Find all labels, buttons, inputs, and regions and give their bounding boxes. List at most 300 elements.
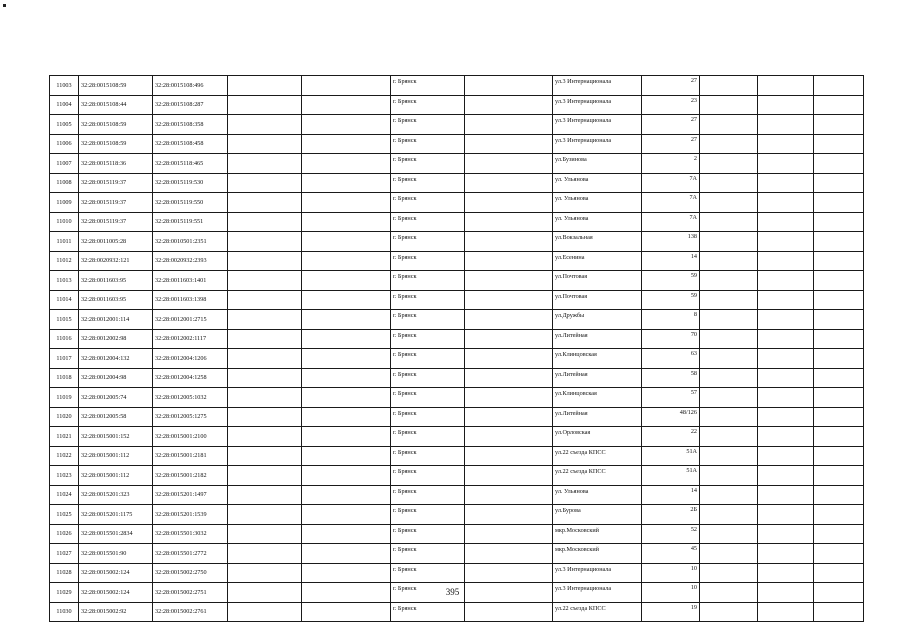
empty-cell bbox=[228, 290, 302, 310]
land-cadastral-cell: 32:28:0020932:121 bbox=[79, 251, 153, 271]
empty-cell bbox=[700, 251, 758, 271]
street-cell: ул.Дружбы bbox=[553, 310, 642, 330]
empty-cell bbox=[700, 271, 758, 291]
empty-cell bbox=[465, 563, 553, 583]
table-row bbox=[50, 505, 864, 525]
empty-cell bbox=[302, 485, 391, 505]
empty-cell bbox=[302, 446, 391, 466]
empty-cell bbox=[228, 349, 302, 369]
empty-cell bbox=[228, 427, 302, 447]
city-cell: г. Брянск bbox=[391, 407, 465, 427]
row-number-cell: 11022 bbox=[50, 446, 79, 466]
land-cadastral-cell: 32:28:0012004:132 bbox=[79, 349, 153, 369]
empty-cell bbox=[814, 485, 864, 505]
empty-cell bbox=[700, 134, 758, 154]
building-cadastral-cell: 32:28:0010501:2351 bbox=[153, 232, 228, 252]
empty-cell bbox=[814, 232, 864, 252]
row-number-cell: 11024 bbox=[50, 485, 79, 505]
row-number-cell: 11028 bbox=[50, 563, 79, 583]
empty-cell bbox=[228, 232, 302, 252]
land-cadastral-cell: 32:28:0012004:98 bbox=[79, 368, 153, 388]
empty-cell bbox=[758, 115, 814, 135]
empty-cell bbox=[814, 212, 864, 232]
empty-cell bbox=[302, 173, 391, 193]
house-number-cell: 2Б bbox=[642, 505, 700, 525]
empty-cell bbox=[228, 173, 302, 193]
house-number-cell: 2 bbox=[642, 154, 700, 174]
empty-cell bbox=[465, 602, 553, 622]
empty-cell bbox=[758, 368, 814, 388]
empty-cell bbox=[758, 349, 814, 369]
house-number-cell: 27 bbox=[642, 115, 700, 135]
empty-cell bbox=[814, 271, 864, 291]
empty-cell bbox=[302, 193, 391, 213]
building-cadastral-cell: 32:28:0015108:287 bbox=[153, 95, 228, 115]
land-cadastral-cell: 32:28:0015119:37 bbox=[79, 193, 153, 213]
empty-cell bbox=[465, 310, 553, 330]
empty-cell bbox=[814, 349, 864, 369]
empty-cell bbox=[814, 173, 864, 193]
land-cadastral-cell: 32:28:0015501:90 bbox=[79, 544, 153, 564]
empty-cell bbox=[465, 251, 553, 271]
city-cell: г. Брянск bbox=[391, 446, 465, 466]
empty-cell bbox=[465, 115, 553, 135]
empty-cell bbox=[302, 115, 391, 135]
empty-cell bbox=[814, 193, 864, 213]
empty-cell bbox=[700, 407, 758, 427]
table-row bbox=[50, 134, 864, 154]
empty-cell bbox=[465, 154, 553, 174]
empty-cell bbox=[228, 524, 302, 544]
empty-cell bbox=[228, 602, 302, 622]
row-number-cell: 11020 bbox=[50, 407, 79, 427]
city-cell: г. Брянск bbox=[391, 193, 465, 213]
empty-cell bbox=[758, 76, 814, 96]
empty-cell bbox=[758, 505, 814, 525]
empty-cell bbox=[465, 349, 553, 369]
row-number-cell: 11011 bbox=[50, 232, 79, 252]
table-row bbox=[50, 349, 864, 369]
empty-cell bbox=[302, 271, 391, 291]
empty-cell bbox=[700, 368, 758, 388]
building-cadastral-cell: 32:28:0015119:551 bbox=[153, 212, 228, 232]
empty-cell bbox=[228, 446, 302, 466]
table-row bbox=[50, 232, 864, 252]
house-number-cell: 70 bbox=[642, 329, 700, 349]
empty-cell bbox=[302, 563, 391, 583]
city-cell: г. Брянск bbox=[391, 388, 465, 408]
table-row bbox=[50, 271, 864, 291]
building-cadastral-cell: 32:28:0015501:3032 bbox=[153, 524, 228, 544]
building-cadastral-cell: 32:28:0012005:1032 bbox=[153, 388, 228, 408]
empty-cell bbox=[302, 505, 391, 525]
empty-cell bbox=[465, 290, 553, 310]
empty-cell bbox=[758, 212, 814, 232]
empty-cell bbox=[758, 563, 814, 583]
empty-cell bbox=[228, 154, 302, 174]
row-number-cell: 11003 bbox=[50, 76, 79, 96]
empty-cell bbox=[700, 563, 758, 583]
empty-cell bbox=[465, 193, 553, 213]
empty-cell bbox=[465, 368, 553, 388]
empty-cell bbox=[228, 329, 302, 349]
house-number-cell: 138 bbox=[642, 232, 700, 252]
row-number-cell: 11009 bbox=[50, 193, 79, 213]
empty-cell bbox=[302, 251, 391, 271]
house-number-cell: 23 bbox=[642, 95, 700, 115]
table-row bbox=[50, 524, 864, 544]
building-cadastral-cell: 32:28:0020932:2393 bbox=[153, 251, 228, 271]
land-cadastral-cell: 32:28:0012002:98 bbox=[79, 329, 153, 349]
empty-cell bbox=[758, 388, 814, 408]
empty-cell bbox=[228, 388, 302, 408]
empty-cell bbox=[302, 154, 391, 174]
empty-cell bbox=[302, 134, 391, 154]
empty-cell bbox=[814, 544, 864, 564]
empty-cell bbox=[758, 407, 814, 427]
street-cell: ул.22 съезда КПСС bbox=[553, 446, 642, 466]
house-number-cell: 48/126 bbox=[642, 407, 700, 427]
row-number-cell: 11019 bbox=[50, 388, 79, 408]
empty-cell bbox=[228, 368, 302, 388]
street-cell: ул.Литейная bbox=[553, 407, 642, 427]
empty-cell bbox=[814, 76, 864, 96]
building-cadastral-cell: 32:28:0011603:1401 bbox=[153, 271, 228, 291]
land-cadastral-cell: 32:28:0015002:92 bbox=[79, 602, 153, 622]
empty-cell bbox=[302, 544, 391, 564]
street-cell: ул.Клинцовская bbox=[553, 349, 642, 369]
empty-cell bbox=[228, 251, 302, 271]
empty-cell bbox=[700, 524, 758, 544]
row-number-cell: 11029 bbox=[50, 583, 79, 603]
empty-cell bbox=[758, 271, 814, 291]
empty-cell bbox=[465, 95, 553, 115]
empty-cell bbox=[302, 310, 391, 330]
table-row bbox=[50, 154, 864, 174]
empty-cell bbox=[228, 485, 302, 505]
empty-cell bbox=[700, 193, 758, 213]
table-row bbox=[50, 310, 864, 330]
empty-cell bbox=[700, 388, 758, 408]
table-row bbox=[50, 446, 864, 466]
house-number-cell: 22 bbox=[642, 427, 700, 447]
city-cell: г. Брянск bbox=[391, 602, 465, 622]
house-number-cell: 52 bbox=[642, 524, 700, 544]
empty-cell bbox=[465, 446, 553, 466]
city-cell: г. Брянск bbox=[391, 134, 465, 154]
empty-cell bbox=[700, 602, 758, 622]
building-cadastral-cell: 32:28:0015001:2100 bbox=[153, 427, 228, 447]
land-cadastral-cell: 32:28:0015002:124 bbox=[79, 583, 153, 603]
land-cadastral-cell: 32:28:0015002:124 bbox=[79, 563, 153, 583]
table-row bbox=[50, 173, 864, 193]
empty-cell bbox=[814, 602, 864, 622]
empty-cell bbox=[700, 76, 758, 96]
house-number-cell: 27 bbox=[642, 134, 700, 154]
empty-cell bbox=[758, 329, 814, 349]
empty-cell bbox=[758, 95, 814, 115]
house-number-cell: 63 bbox=[642, 349, 700, 369]
land-cadastral-cell: 32:28:0011603:95 bbox=[79, 290, 153, 310]
table-row bbox=[50, 544, 864, 564]
table-row bbox=[50, 388, 864, 408]
empty-cell bbox=[758, 544, 814, 564]
street-cell: ул.Есенина bbox=[553, 251, 642, 271]
city-cell: г. Брянск bbox=[391, 466, 465, 486]
empty-cell bbox=[228, 193, 302, 213]
empty-cell bbox=[302, 388, 391, 408]
table-row bbox=[50, 602, 864, 622]
row-number-cell: 11016 bbox=[50, 329, 79, 349]
empty-cell bbox=[814, 524, 864, 544]
city-cell: г. Брянск bbox=[391, 271, 465, 291]
empty-cell bbox=[465, 466, 553, 486]
empty-cell bbox=[228, 310, 302, 330]
house-number-cell: 7А bbox=[642, 212, 700, 232]
building-cadastral-cell: 32:28:0015002:2751 bbox=[153, 583, 228, 603]
house-number-cell: 7А bbox=[642, 193, 700, 213]
city-cell: г. Брянск bbox=[391, 524, 465, 544]
building-cadastral-cell: 32:28:0012001:2715 bbox=[153, 310, 228, 330]
street-cell: ул.3 Интернационала bbox=[553, 583, 642, 603]
row-number-cell: 11021 bbox=[50, 427, 79, 447]
house-number-cell: 51А bbox=[642, 446, 700, 466]
building-cadastral-cell: 32:28:0015002:2750 bbox=[153, 563, 228, 583]
land-cadastral-cell: 32:28:0015108:59 bbox=[79, 115, 153, 135]
empty-cell bbox=[700, 446, 758, 466]
table-row bbox=[50, 427, 864, 447]
house-number-cell: 51А bbox=[642, 466, 700, 486]
empty-cell bbox=[302, 427, 391, 447]
land-cadastral-cell: 32:28:0012005:58 bbox=[79, 407, 153, 427]
building-cadastral-cell: 32:28:0015108:496 bbox=[153, 76, 228, 96]
table-row bbox=[50, 407, 864, 427]
land-cadastral-cell: 32:28:0015119:37 bbox=[79, 173, 153, 193]
empty-cell bbox=[758, 427, 814, 447]
building-cadastral-cell: 32:28:0015201:1539 bbox=[153, 505, 228, 525]
house-number-cell: 10 bbox=[642, 563, 700, 583]
land-cadastral-cell: 32:28:0015108:59 bbox=[79, 76, 153, 96]
empty-cell bbox=[814, 388, 864, 408]
street-cell: ул.Вокзальная bbox=[553, 232, 642, 252]
land-cadastral-cell: 32:28:0015108:59 bbox=[79, 134, 153, 154]
land-cadastral-cell: 32:28:0012005:74 bbox=[79, 388, 153, 408]
empty-cell bbox=[814, 505, 864, 525]
table-row bbox=[50, 466, 864, 486]
table-row bbox=[50, 368, 864, 388]
street-cell: мкр.Московский bbox=[553, 544, 642, 564]
city-cell: г. Брянск bbox=[391, 95, 465, 115]
street-cell: ул. Ульянова bbox=[553, 212, 642, 232]
empty-cell bbox=[700, 173, 758, 193]
table-row bbox=[50, 76, 864, 96]
empty-cell bbox=[814, 329, 864, 349]
building-cadastral-cell: 32:28:0015118:465 bbox=[153, 154, 228, 174]
house-number-cell: 14 bbox=[642, 251, 700, 271]
empty-cell bbox=[814, 290, 864, 310]
row-number-cell: 11010 bbox=[50, 212, 79, 232]
empty-cell bbox=[700, 232, 758, 252]
row-number-cell: 11007 bbox=[50, 154, 79, 174]
street-cell: ул.Литейная bbox=[553, 329, 642, 349]
empty-cell bbox=[465, 134, 553, 154]
table-row bbox=[50, 563, 864, 583]
house-number-cell: 14 bbox=[642, 485, 700, 505]
empty-cell bbox=[814, 134, 864, 154]
empty-cell bbox=[758, 524, 814, 544]
house-number-cell: 27 bbox=[642, 76, 700, 96]
house-number-cell: 10 bbox=[642, 583, 700, 603]
house-number-cell: 7А bbox=[642, 173, 700, 193]
empty-cell bbox=[758, 251, 814, 271]
house-number-cell: 57 bbox=[642, 388, 700, 408]
empty-cell bbox=[465, 212, 553, 232]
empty-cell bbox=[758, 446, 814, 466]
building-cadastral-cell: 32:28:0015108:458 bbox=[153, 134, 228, 154]
city-cell: г. Брянск bbox=[391, 173, 465, 193]
street-cell: ул.Клинцовская bbox=[553, 388, 642, 408]
empty-cell bbox=[302, 368, 391, 388]
scan-speck bbox=[3, 4, 6, 7]
empty-cell bbox=[700, 95, 758, 115]
row-number-cell: 11008 bbox=[50, 173, 79, 193]
empty-cell bbox=[814, 310, 864, 330]
city-cell: г. Брянск bbox=[391, 485, 465, 505]
empty-cell bbox=[700, 290, 758, 310]
building-cadastral-cell: 32:28:0015201:1497 bbox=[153, 485, 228, 505]
table-row bbox=[50, 95, 864, 115]
empty-cell bbox=[302, 76, 391, 96]
empty-cell bbox=[228, 544, 302, 564]
table-row bbox=[50, 115, 864, 135]
empty-cell bbox=[758, 154, 814, 174]
empty-cell bbox=[700, 544, 758, 564]
empty-cell bbox=[465, 271, 553, 291]
empty-cell bbox=[228, 115, 302, 135]
city-cell: г. Брянск bbox=[391, 76, 465, 96]
building-cadastral-cell: 32:28:0015002:2761 bbox=[153, 602, 228, 622]
row-number-cell: 11005 bbox=[50, 115, 79, 135]
table-row bbox=[50, 329, 864, 349]
city-cell: г. Брянск bbox=[391, 154, 465, 174]
empty-cell bbox=[758, 134, 814, 154]
row-number-cell: 11027 bbox=[50, 544, 79, 564]
table-body bbox=[50, 76, 864, 622]
empty-cell bbox=[758, 193, 814, 213]
empty-cell bbox=[465, 485, 553, 505]
empty-cell bbox=[700, 505, 758, 525]
empty-cell bbox=[302, 290, 391, 310]
row-number-cell: 11030 bbox=[50, 602, 79, 622]
land-cadastral-cell: 32:28:0011603:95 bbox=[79, 271, 153, 291]
empty-cell bbox=[228, 212, 302, 232]
empty-cell bbox=[228, 134, 302, 154]
street-cell: ул.Литейная bbox=[553, 368, 642, 388]
table-row bbox=[50, 193, 864, 213]
city-cell: г. Брянск bbox=[391, 212, 465, 232]
city-cell: г. Брянск bbox=[391, 505, 465, 525]
street-cell: ул.22 съезда КПСС bbox=[553, 466, 642, 486]
empty-cell bbox=[700, 466, 758, 486]
building-cadastral-cell: 32:28:0015001:2181 bbox=[153, 446, 228, 466]
street-cell: ул. Ульянова bbox=[553, 485, 642, 505]
city-cell: г. Брянск bbox=[391, 310, 465, 330]
empty-cell bbox=[228, 563, 302, 583]
land-cadastral-cell: 32:28:0015201:1175 bbox=[79, 505, 153, 525]
building-cadastral-cell: 32:28:0015501:2772 bbox=[153, 544, 228, 564]
empty-cell bbox=[465, 427, 553, 447]
city-cell: г. Брянск bbox=[391, 563, 465, 583]
street-cell: ул.3 Интернационала bbox=[553, 563, 642, 583]
city-cell: г. Брянск bbox=[391, 368, 465, 388]
empty-cell bbox=[814, 563, 864, 583]
empty-cell bbox=[758, 173, 814, 193]
empty-cell bbox=[465, 524, 553, 544]
street-cell: ул.3 Интернационала bbox=[553, 134, 642, 154]
building-cadastral-cell: 32:28:0015119:530 bbox=[153, 173, 228, 193]
row-number-cell: 11013 bbox=[50, 271, 79, 291]
row-number-cell: 11006 bbox=[50, 134, 79, 154]
empty-cell bbox=[228, 95, 302, 115]
street-cell: ул.22 съезда КПСС bbox=[553, 602, 642, 622]
street-cell: ул.3 Интернационала bbox=[553, 115, 642, 135]
empty-cell bbox=[758, 466, 814, 486]
empty-cell bbox=[814, 466, 864, 486]
street-cell: ул. Ульянова bbox=[553, 193, 642, 213]
row-number-cell: 11023 bbox=[50, 466, 79, 486]
building-cadastral-cell: 32:28:0012002:1117 bbox=[153, 329, 228, 349]
building-cadastral-cell: 32:28:0011603:1398 bbox=[153, 290, 228, 310]
empty-cell bbox=[758, 485, 814, 505]
empty-cell bbox=[228, 271, 302, 291]
street-cell: ул.Бузинова bbox=[553, 154, 642, 174]
empty-cell bbox=[814, 115, 864, 135]
empty-cell bbox=[302, 349, 391, 369]
empty-cell bbox=[228, 466, 302, 486]
empty-cell bbox=[302, 524, 391, 544]
city-cell: г. Брянск bbox=[391, 427, 465, 447]
land-cadastral-cell: 32:28:0011005:28 bbox=[79, 232, 153, 252]
table-row bbox=[50, 290, 864, 310]
row-number-cell: 11025 bbox=[50, 505, 79, 525]
empty-cell bbox=[465, 76, 553, 96]
land-cadastral-cell: 32:28:0012001:114 bbox=[79, 310, 153, 330]
empty-cell bbox=[700, 310, 758, 330]
city-cell: г. Брянск bbox=[391, 583, 465, 603]
street-cell: ул. Ульянова bbox=[553, 173, 642, 193]
page-number: 395 bbox=[445, 587, 460, 597]
street-cell: мкр.Московский bbox=[553, 524, 642, 544]
empty-cell bbox=[814, 407, 864, 427]
empty-cell bbox=[228, 76, 302, 96]
empty-cell bbox=[700, 115, 758, 135]
row-number-cell: 11014 bbox=[50, 290, 79, 310]
street-cell: ул.Бурова bbox=[553, 505, 642, 525]
empty-cell bbox=[302, 407, 391, 427]
street-cell: ул.Орловская bbox=[553, 427, 642, 447]
land-cadastral-cell: 32:28:0015201:323 bbox=[79, 485, 153, 505]
empty-cell bbox=[465, 505, 553, 525]
building-cadastral-cell: 32:28:0015119:550 bbox=[153, 193, 228, 213]
city-cell: г. Брянск bbox=[391, 115, 465, 135]
empty-cell bbox=[465, 173, 553, 193]
row-number-cell: 11026 bbox=[50, 524, 79, 544]
city-cell: г. Брянск bbox=[391, 251, 465, 271]
house-number-cell: 8 bbox=[642, 310, 700, 330]
street-cell: ул.Почтовая bbox=[553, 271, 642, 291]
building-cadastral-cell: 32:28:0015001:2182 bbox=[153, 466, 228, 486]
city-cell: г. Брянск bbox=[391, 329, 465, 349]
